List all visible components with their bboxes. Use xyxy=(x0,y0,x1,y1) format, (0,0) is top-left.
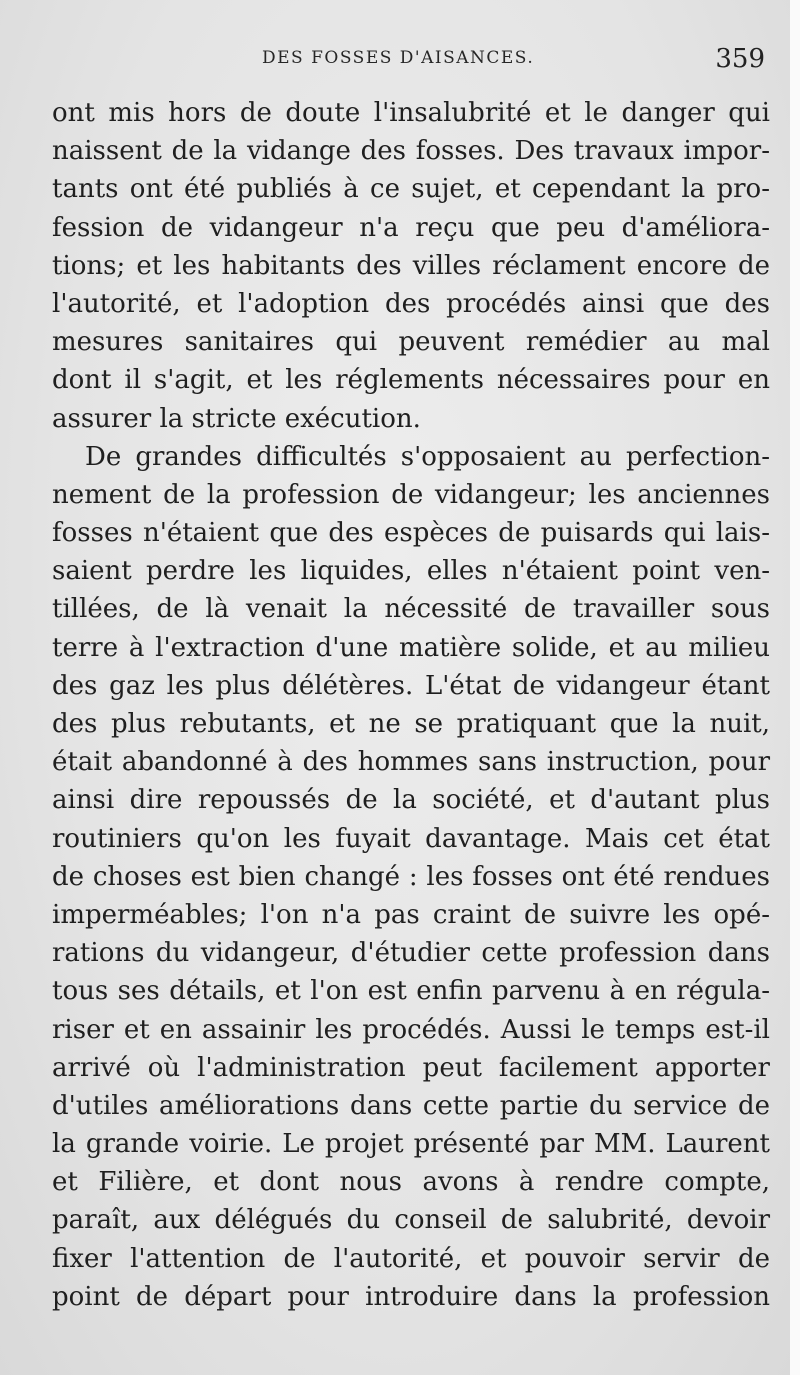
text-line: terre à l'extraction d'une matière solide, et au milieu xyxy=(52,632,770,663)
text-line: tillées, de là venait la nécessité de travailler sous xyxy=(52,594,770,625)
body-text xyxy=(52,94,770,1316)
text-line: était abandonné à des hommes sans instruction, pour xyxy=(52,747,770,778)
text-line: tants ont été publiés à ce sujet, et cependant la pro- xyxy=(52,174,770,205)
paragraph xyxy=(52,94,770,438)
paragraph xyxy=(52,438,770,1316)
text-line: ont mis hors de doute l'insalubrité et le danger qui xyxy=(52,98,770,128)
text-line: la grande voirie. Le projet présenté par MM. Laurent xyxy=(52,1129,770,1160)
text-line: fixer l'attention de l'autorité, et pouvoir servir de xyxy=(52,1243,770,1274)
running-title: DES FOSSES D'AISANCES. xyxy=(262,48,535,68)
text-line: riser et en assainir les procédés. Aussi le temps est-il xyxy=(52,1014,770,1045)
text-line: des gaz les plus délétères. L'état de vidangeur étant xyxy=(52,670,770,701)
page-header xyxy=(50,44,765,84)
text-line: d'utiles améliorations dans cette partie du service de xyxy=(52,1090,770,1121)
text-line: naissent de la vidange des fosses. Des travaux impor- xyxy=(52,136,770,167)
text-line: ainsi dire repoussés de la société, et d'autant plus xyxy=(52,785,770,816)
text-line: arrivé où l'administration peut facilement apporter xyxy=(52,1052,770,1083)
text-line: fosses n'étaient que des espèces de puisards qui lais- xyxy=(52,518,770,549)
text-line: routiniers qu'on les fuyait davantage. Mais cet état xyxy=(52,823,770,854)
text-line: nement de la profession de vidangeur; les anciennes xyxy=(52,479,770,510)
text-line: point de départ pour introduire dans la profession xyxy=(52,1281,770,1312)
text-line: imperméables; l'on n'a pas craint de suivre les opé- xyxy=(52,899,770,930)
text-line: fession de vidangeur n'a reçu que peu d'améliora- xyxy=(52,212,770,243)
text-line: dont il s'agit, et les réglements nécessaires pour en xyxy=(52,365,770,396)
text-line: De grandes difficultés s'opposaient au perfection- xyxy=(85,441,770,472)
text-line: paraît, aux délégués du conseil de salubrité, devoir xyxy=(52,1205,770,1236)
text-line: l'autorité, et l'adoption des procédés ainsi que des xyxy=(52,288,770,319)
page-margin xyxy=(790,0,800,1375)
page-number: 359 xyxy=(715,44,765,74)
text-line: rations du vidangeur, d'étudier cette profession dans xyxy=(52,938,770,969)
text-line: tions; et les habitants des villes réclament encore de xyxy=(52,250,770,281)
text-line: et Filière, et dont nous avons à rendre compte, xyxy=(52,1167,770,1198)
text-line: saient perdre les liquides, elles n'étaient point ven- xyxy=(52,556,770,587)
text-line: assurer la stricte exécution. xyxy=(52,403,421,434)
text-line: de choses est bien changé : les fosses ont été rendues xyxy=(52,861,770,892)
text-line: des plus rebutants, et ne se pratiquant que la nuit, xyxy=(52,709,770,739)
text-line: mesures sanitaires qui peuvent remédier au mal xyxy=(52,327,770,358)
text-line: tous ses détails, et l'on est enfin parvenu à en régula- xyxy=(52,976,770,1007)
